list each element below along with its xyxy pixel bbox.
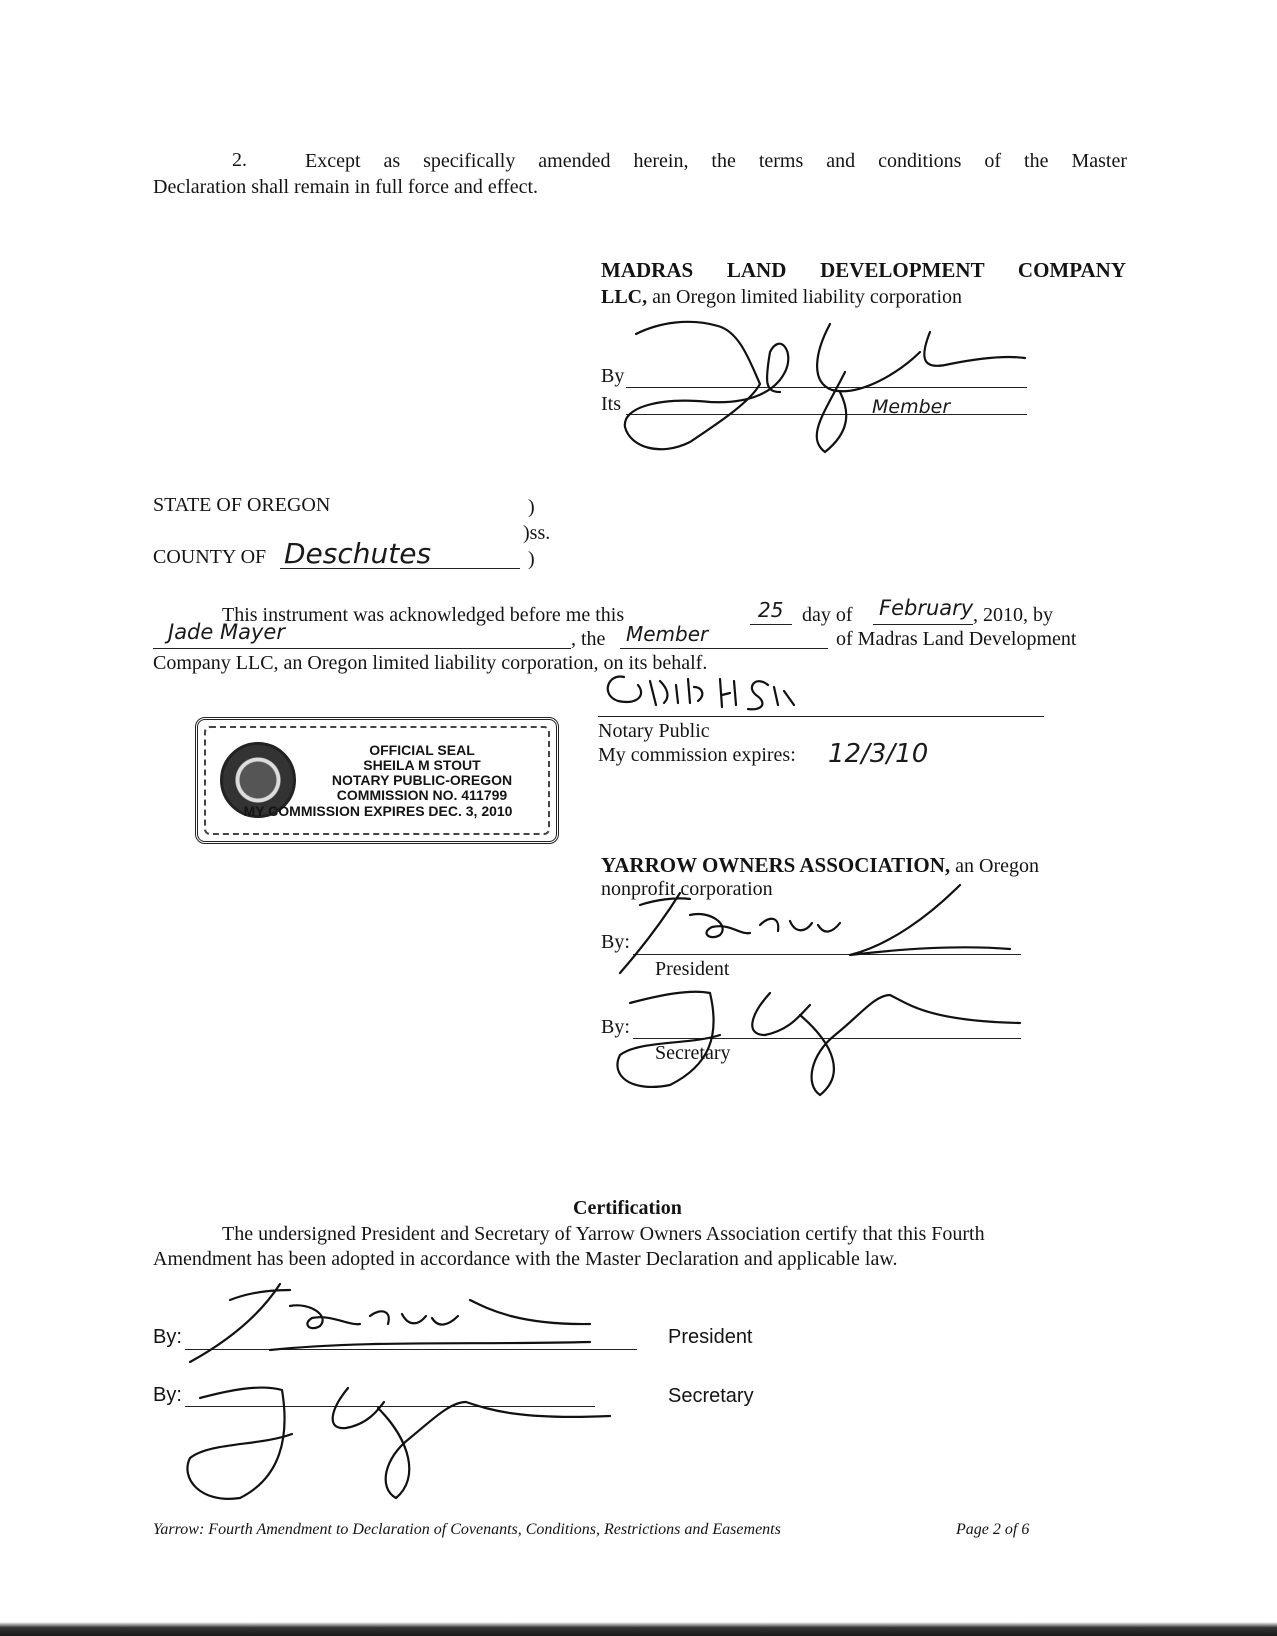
its-value-handwritten: Member [872,396,951,418]
venue-ss: )ss. [523,522,551,544]
cert-president-signature [170,1270,590,1370]
company-llc: LLC, [601,286,648,308]
ack-title-handwritten: Member [626,622,709,646]
paragraph-line-1: Except as specifically amended herein, the terms and conditions of the Master [305,150,1127,172]
ack-title-line [620,648,828,649]
company-descriptor: an Oregon limited liability corporation [647,286,963,308]
cert-role-2: Secretary [668,1385,754,1407]
ack-text-e: of Madras Land Development [836,628,1077,650]
certification-line-2: Amendment has been adopted in accordance with the Master Declaration and applicable law. [153,1248,898,1270]
seal-line-2: SHEILA M STOUT [363,757,481,773]
ack-month-handwritten: February [879,596,974,620]
paragraph-line-2: Declaration shall remain in full force and effect. [153,176,539,198]
commission-value-handwritten: 12/3/10 [828,739,929,769]
yarrow-president-label: President [655,958,730,980]
yarrow-president-signature [600,875,1020,985]
county-value-handwritten: Deschutes [284,537,432,570]
county-label: COUNTY OF [153,546,267,568]
ack-name-handwritten: Jade Mayer [168,620,285,644]
certification-line-1: The undersigned President and Secretary of Yarrow Owners Association certify that this Fourth [222,1223,985,1245]
notary-seal [195,717,559,844]
yarrow-name-rest: an Oregon [950,855,1039,877]
ack-text-a: This instrument was acknowledged before me this [222,604,625,626]
certification-heading: Certification [573,1197,682,1219]
ack-text-b: day of [802,604,853,626]
venue-paren-1: ) [528,496,535,518]
cert-secretary-signature [170,1368,610,1508]
yarrow-by-1: By: [601,931,630,953]
notary-public-label: Notary Public [598,720,710,742]
seal-line-4: COMMISSION NO. 411799 [336,787,508,803]
yarrow-name-bold: YARROW OWNERS ASSOCIATION, [601,853,951,877]
seal-line-1: OFFICIAL SEAL [369,742,475,758]
company-name-line-2 [601,285,962,309]
ack-text-c: , 2010, by [973,604,1053,626]
yarrow-by-2: By: [601,1016,630,1038]
ack-day-handwritten: 25 [758,598,784,622]
cert-role-1: President [668,1326,753,1348]
venue-paren-2: ) [528,548,535,570]
paragraph-number: 2. [232,149,247,171]
scan-bottom-edge [0,1622,1277,1636]
commission-label: My commission expires: [598,744,796,766]
ack-text-d: , the [571,628,606,650]
its-label: Its [601,393,621,415]
footer-page: Page 2 of 6 [956,1521,1030,1538]
ack-month-line [873,624,973,625]
yarrow-secretary-signature [600,975,1040,1105]
by-label: By [601,365,625,387]
madras-signature [600,312,1020,472]
seal-line-3: NOTARY PUBLIC-OREGON [331,772,513,788]
ack-name-line [153,648,571,649]
ack-line-3: Company LLC, an Oregon limited liability corporation, on its behalf. [153,652,708,674]
cert-by-1: By: [153,1326,182,1348]
cert-by-2: By: [153,1384,182,1406]
yarrow-secretary-label: Secretary [655,1042,731,1064]
seal-line-5: MY COMMISSION EXPIRES DEC. 3, 2010 [243,803,513,819]
footer-title: Yarrow: Fourth Amendment to Declaration of Covenants, Conditions, Restrictions and Easements [153,1521,781,1538]
yarrow-line-2: nonprofit corporation [601,878,773,900]
state-label: STATE OF OREGON [153,494,331,516]
ack-day-line [750,624,792,625]
company-name: MADRAS LAND DEVELOPMENT COMPANY [601,258,1126,282]
notary-signature-line [598,716,1044,717]
